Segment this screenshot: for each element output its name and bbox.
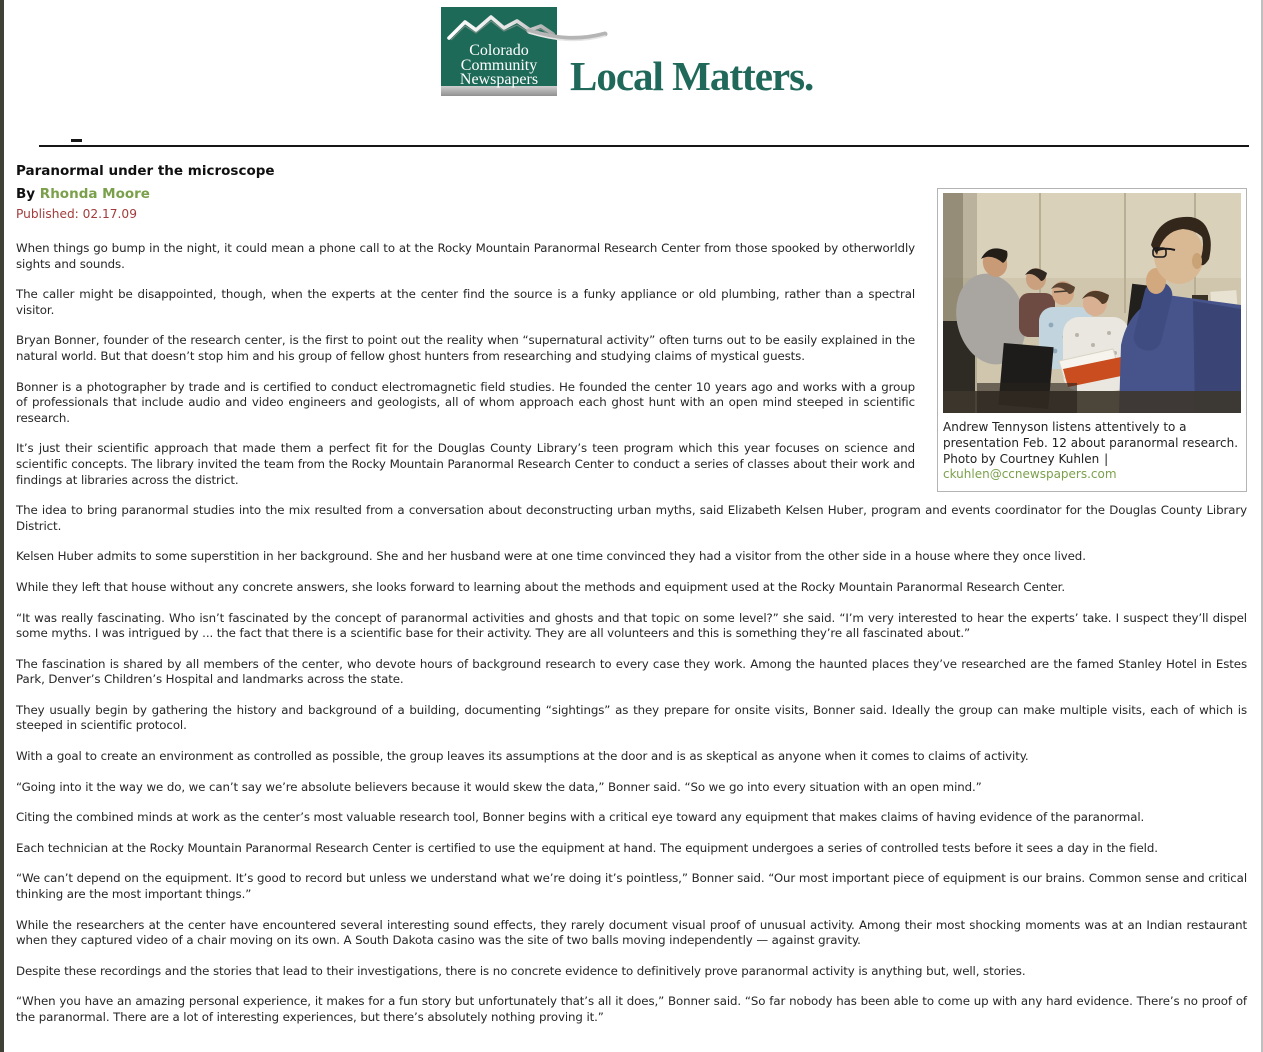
article-title: Paranormal under the microscope	[16, 163, 275, 179]
article-paragraph: “Going into it the way we do, we can’t say we’re absolute believers because it would skew the data,” Bonner said. “So we go into every situation with an open mind.”	[16, 779, 982, 794]
photo-caption-separator: |	[1104, 451, 1109, 466]
author-link[interactable]: Rhonda Moore	[39, 186, 150, 202]
article-paragraph: The fascination is shared by all members of the center, who devote hours of background research to every case they work. Among the haunted places they’ve researched are the famed Stanley Hotel in Estes Park, Denver’s Children’s Hospital and landmarks across the state.	[16, 656, 1247, 687]
article-paragraph: While they left that house without any concrete answers, she looks forward to learning about the methods and equipment used at the Rocky Mountain Paranormal Research Center.	[16, 579, 1065, 594]
logo-line-2: Community	[460, 57, 538, 74]
photo-caption-text: Andrew Tennyson listens attentively to a presentation Feb. 12 about paranormal research. Photo by Courtney Kuhlen	[943, 420, 1239, 466]
article-photo-box	[937, 188, 1247, 492]
rule-dash	[71, 139, 82, 142]
article-paragraph: They usually begin by gathering the history and background of a building, documenting “sightings” as they prepare for onsite visits, Bonner said. Ideally the group can make multiple visits, each of which is steeped in scientific protocol.	[16, 702, 1247, 733]
photo-credit-email-link[interactable]: ckuhlen@ccnewspapers.com	[943, 467, 1117, 482]
article-paragraph: “When you have an amazing personal experience, it makes for a fun story but unfortunately that’s all it does,” Bonner said. “So far nobody has been able to come up with any hard evidence. There’s no proof of the paranormal. There are a lot of interesting experiences, but there’s absolutely nothing proving it.”	[16, 994, 1247, 1024]
site-header	[4, 0, 1261, 146]
article-paragraph: While the researchers at the center have encountered several interesting sound effects, they rarely document visual proof of unusual activity. Among their most shocking moments was at an Indian restaurant when they captured video of a chair moving on its own. A South Dakota casino was the site of two balls moving independently — against gravity.	[16, 917, 1247, 948]
logo-wordmark	[460, 42, 538, 88]
article-paragraph: “It was really fascinating. Who isn’t fascinated by the concept of paranormal activities and ghosts and that topic on some level?” she said. “I’m very interested to hear the experts’ take. I suspect they’ll dispel some myths. I was intrigued by ... the fact that there is a scientific base for their activity. They are all volunteers and this is something they’re all fascinated about.”	[16, 610, 1247, 641]
logo-line-1: Colorado	[469, 42, 529, 59]
article-paragraph: The caller might be disappointed, though, when the experts at the center find the source is a funky appliance or old plumbing, rather than a spectral visitor.	[16, 287, 915, 317]
article-paragraph: The idea to bring paranormal studies into the mix resulted from a conversation about deconstructing urban myths, said Elizabeth Kelsen Huber, program and events coordinator for the Douglas County Library District.	[16, 503, 1247, 533]
article-paragraph: Citing the combined minds at work as the center’s most valuable research tool, Bonner begins with a critical eye toward any equipment that makes claims of having evidence of the paranormal.	[16, 810, 1145, 825]
logo-line-3: Newspapers	[459, 71, 539, 88]
published-value: 02.17.09	[82, 207, 137, 221]
article-paragraph: With a goal to create an environment as controlled as possible, the group leaves its assumptions at the door and is as skeptical as anyone when it comes to claims of activity.	[16, 749, 1029, 764]
header-rule	[39, 145, 1249, 147]
article-paragraph: “We can’t depend on the equipment. It’s good to record but unless we understand what we’re doing it’s pointless,” Bonner said. “Our most important piece of equipment is our brains. Common sense and critical thinking are the most important things.”	[16, 871, 1247, 902]
tagline: Local Matters.	[570, 53, 814, 99]
article-photo	[943, 193, 1241, 413]
published-label: Published:	[16, 207, 79, 221]
article-paragraph: When things go bump in the night, it could mean a phone call to at the Rocky Mountain Paranormal Research Center from those spooked by otherworldly sights and sounds.	[16, 241, 915, 271]
article-paragraph: Bryan Bonner, founder of the research center, is the first to point out the reality when “supernatural activity” often turns out to be easily explained in the natural world. But that doesn’t stop him and his group of fellow ghost hunters from researching and studying claims of mystical guests.	[16, 333, 915, 363]
article-paragraph: Despite these recordings and the stories that lead to their investigations, there is no concrete evidence to definitively prove paranormal activity is anything but, well, stories.	[16, 963, 1026, 978]
photo-caption	[943, 420, 1241, 483]
article-paragraph: Kelsen Huber admits to some superstition in her background. She and her husband were at one time convinced they had a visitor from the other side in a house where they once lived.	[16, 549, 1086, 564]
byline-prefix: By	[16, 186, 36, 202]
article-content	[4, 146, 1261, 1026]
article-paragraph: Each technician at the Rocky Mountain Paranormal Research Center is certified to use the equipment at hand. The equipment undergoes a series of controlled tests before it sees a day in the field.	[16, 840, 1158, 855]
article-paragraph: It’s just their scientific approach that made them a perfect fit for the Douglas County Library’s teen program which this year focuses on science and scientific concepts. The library invited the team from the Rocky Mountain Paranormal Research Center to conduct a series of classes about their work and findings at libraries across the district.	[16, 441, 915, 487]
article-paragraph: Bonner is a photographer by trade and is certified to conduct electromagnetic field studies. He founded the center 10 years ago and works with a group of professionals that include audio and video engineers and geologists, all of whom approach each ghost hunt with an open mind steeped in scientific research.	[16, 379, 915, 425]
